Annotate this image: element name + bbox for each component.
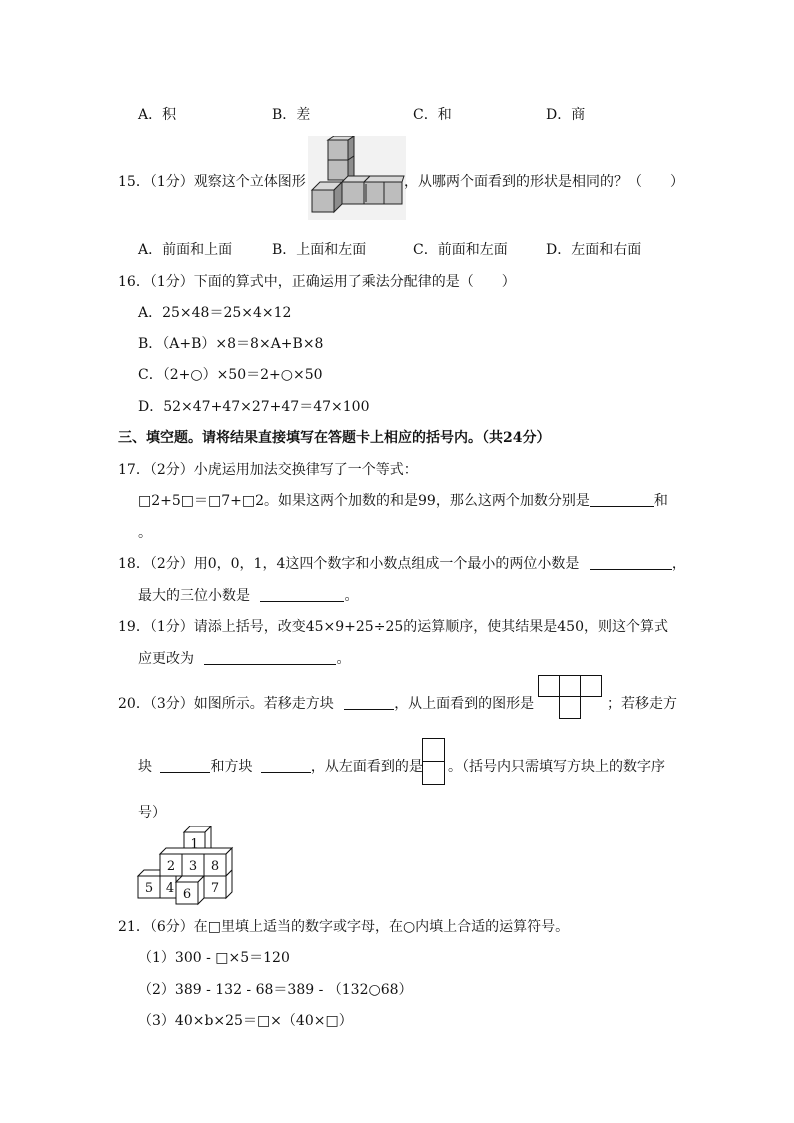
q17-text: □2+5□＝□7+□2。如果这两个加数的和是99，那么这两个加数分别是	[138, 493, 590, 509]
q14-option-b: B．差	[272, 107, 311, 123]
cube-label-5: 5	[144, 881, 154, 896]
section-heading: 三、填空题。请将结果直接填写在答题卡上相应的括号内。（共24分）	[118, 430, 551, 446]
q17-stem: 17．（2分）小虎运用加法交换律写了一个等式：	[118, 462, 418, 478]
q16-option-d: D．52×47+47×27+47＝47×100	[138, 399, 370, 415]
q19-line1: 19．（1分）请添上括号，改变45×9+25÷25的运算顺序，使其结果是450，则这个算式	[118, 619, 668, 635]
q21-item-2: （2）389 - 132 - 68＝389 - （132○68）	[138, 982, 413, 998]
q19-blank[interactable]	[204, 650, 336, 665]
q18-comma: ，	[671, 556, 686, 572]
cube-label-2: 2	[166, 859, 176, 874]
q20-text-c: ；若移走方	[607, 696, 677, 712]
q19-text: 应更改为	[138, 651, 194, 667]
q19-line2	[138, 648, 350, 668]
q16-option-c: C．（2+○）×50＝2+○×50	[138, 367, 323, 383]
q20-line2	[138, 756, 423, 776]
q18-line1	[118, 553, 686, 573]
q20-text-f: ，从左面看到的是	[310, 759, 423, 775]
q16-option-b: B．（A+B）×8＝8×A+B×8	[138, 336, 324, 352]
left-view-shape	[422, 738, 446, 786]
q21-item-1: （1）300 - □×5＝120	[138, 950, 290, 966]
q20-text-d: 块	[138, 759, 152, 775]
q20-text-g: 。（括号内只需填写方块上的数字序	[448, 759, 665, 775]
q21-stem: 21．（6分）在□里填上适当的数字或字母，在○内填上合适的运算符号。	[118, 919, 570, 935]
q20-line3: 号）	[138, 805, 166, 821]
q18-text-2: 最大的三位小数是	[138, 588, 250, 604]
q15-option-a: A．前面和上面	[138, 242, 233, 258]
q18-end: 。	[344, 588, 359, 604]
q16-option-a: A．25×48＝25×4×12	[138, 305, 292, 321]
q20-blank-1[interactable]	[344, 695, 394, 710]
q21-item-3: （3）40×b×25＝□×（40×□）	[138, 1013, 353, 1029]
cube-label-6: 6	[182, 887, 192, 902]
q17-blank-1[interactable]	[590, 492, 654, 507]
cube-solid-figure	[308, 136, 406, 220]
cube-label-8: 8	[210, 859, 220, 874]
cube-label-7: 7	[210, 881, 220, 896]
q14-option-d: D．商	[546, 107, 586, 123]
q16-stem: 16．（1分）下面的算式中，正确运用了乘法分配律的是（ ）	[118, 274, 516, 290]
q17-end: 。	[138, 525, 152, 541]
q18-line2	[138, 585, 358, 605]
numbered-cubes-figure	[136, 826, 236, 906]
q20-line1	[118, 693, 534, 713]
q20-text-a: 20．（3分）如图所示。若移走方块	[118, 696, 334, 712]
q18-blank-2[interactable]	[260, 587, 344, 602]
q20-text-e: 和方块	[210, 759, 253, 775]
top-view-shape	[538, 675, 604, 721]
q18-blank-1[interactable]	[590, 555, 672, 570]
q15-stem: 15．（1分）观察这个立体图形	[118, 174, 306, 190]
q14-option-c: C．和	[413, 107, 452, 123]
q19-end: 。	[336, 651, 351, 667]
cube-label-4: 4	[165, 881, 175, 896]
q17-he: 和	[653, 493, 668, 509]
q15-option-b: B．上面和左面	[272, 242, 367, 258]
q20-blank-2[interactable]	[160, 758, 210, 773]
q17-line2	[138, 490, 668, 510]
q14-option-a: A．积	[138, 107, 177, 123]
cube-label-1: 1	[190, 837, 199, 852]
q15-stem-end: ，从哪两个面看到的形状是相同的？（ ）	[404, 174, 684, 190]
q18-text: 18．（2分）用0，0，1，4这四个数字和小数点组成一个最小的两位小数是	[118, 556, 580, 572]
q15-option-d: D．左面和右面	[546, 242, 642, 258]
q15-option-c: C．前面和左面	[413, 242, 508, 258]
q20-blank-3[interactable]	[261, 758, 311, 773]
q20-text-b: ，从上面看到的图形是	[394, 696, 535, 712]
cube-label-3: 3	[188, 859, 198, 874]
